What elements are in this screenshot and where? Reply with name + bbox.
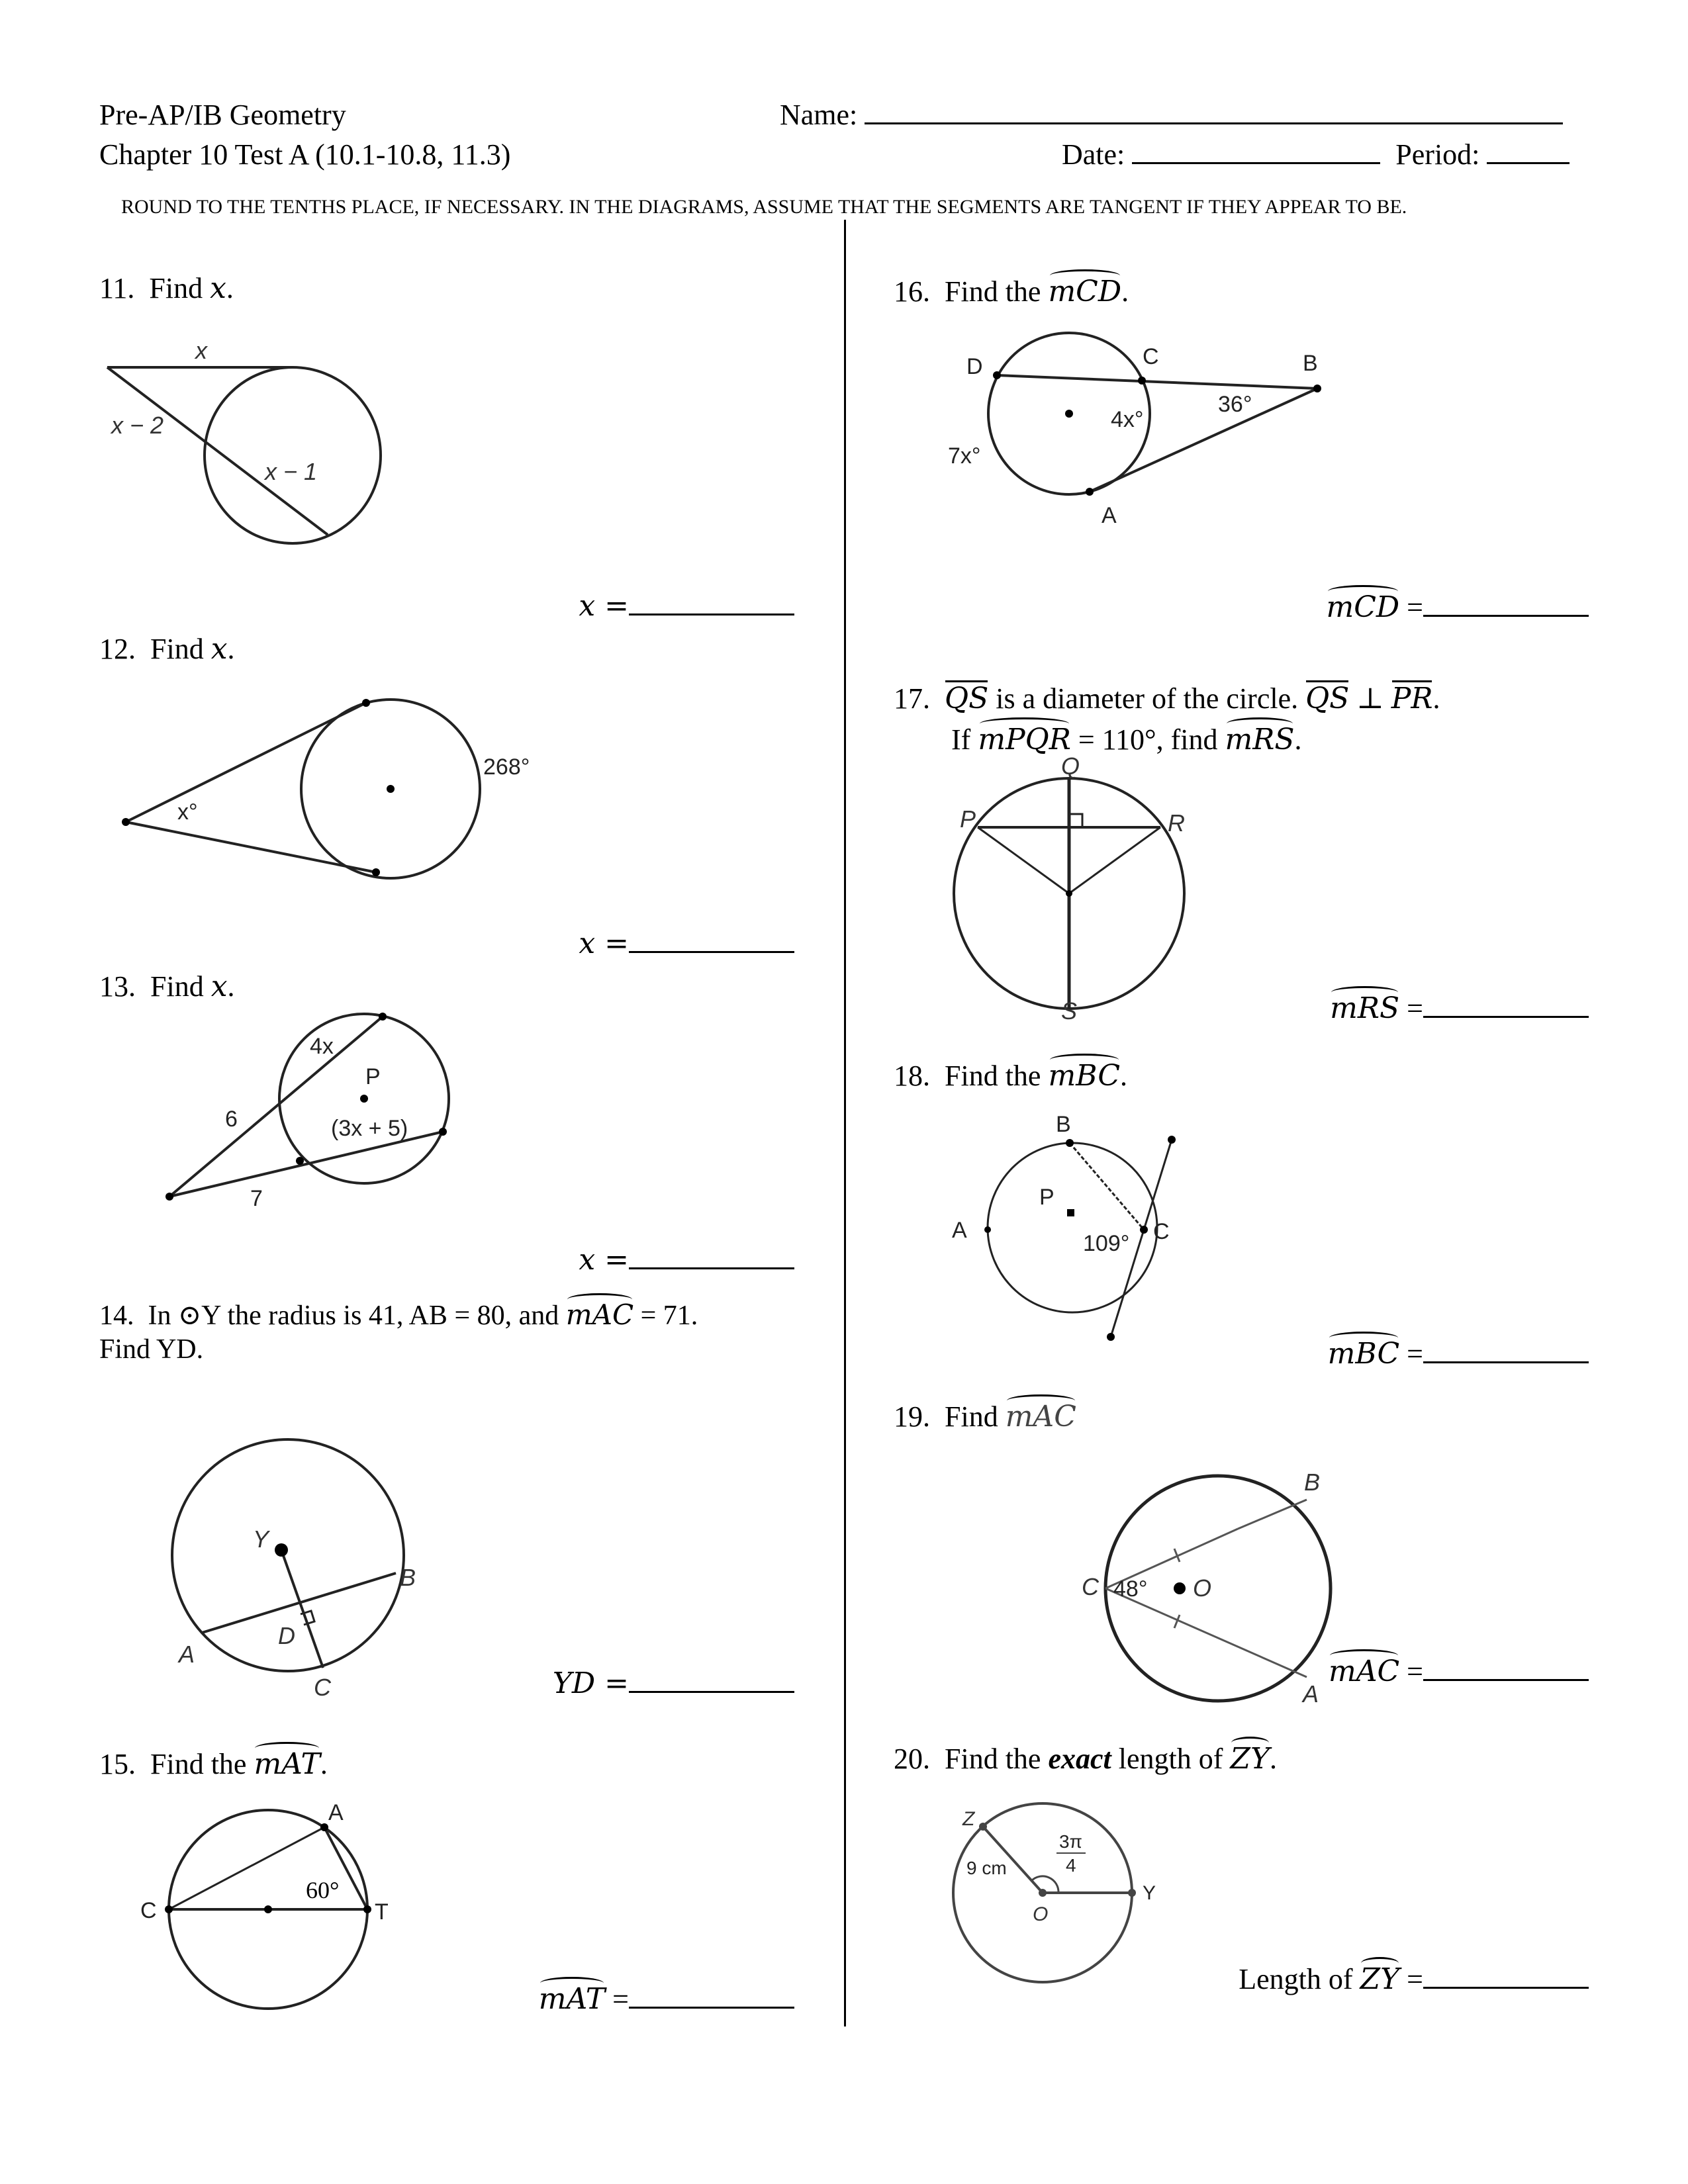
q16-answer[interactable]: mCD =: [1258, 590, 1589, 624]
q13-diagram: [132, 1006, 477, 1224]
q13-label-chord: (3x + 5): [331, 1116, 408, 1141]
q14-label-D: D: [278, 1622, 295, 1649]
q16-label-C: C: [1143, 344, 1159, 369]
period-label: Period:: [1395, 138, 1480, 171]
q18-label-B: B: [1056, 1112, 1071, 1137]
q16-secant: [997, 375, 1317, 388]
q14-label-Y: Y: [253, 1525, 269, 1553]
q14-prompt: 14. In ⊙Y the radius is 41, AB = 80, and mAC = 71.: [99, 1298, 698, 1331]
q15-label-angle: 60°: [306, 1877, 340, 1903]
q17-answer[interactable]: mRS =: [1258, 991, 1589, 1025]
q16-answer-blank[interactable]: [1423, 615, 1589, 617]
q11-answer-blank[interactable]: [629, 614, 794, 615]
q16-label-inner: 4x°: [1111, 407, 1144, 432]
q14-answer[interactable]: YD =: [530, 1666, 794, 1700]
q11-diagram: [99, 331, 391, 549]
q17-radius-R: [1069, 827, 1160, 893]
q14-right-angle: [301, 1611, 314, 1625]
q16-label-B: B: [1303, 351, 1318, 376]
q11-answer[interactable]: x =: [569, 589, 794, 623]
q13-label-outer-lower: 7: [250, 1186, 263, 1211]
q15-chord-CA: [169, 1827, 324, 1909]
instructions: ROUND TO THE TENTHS PLACE, IF NECESSARY. IN THE DIAGRAMS, ASSUME THAT THE SEGMENTS ARE TANGENT IF THEY APPEAR TO BE.: [121, 196, 1407, 218]
q13-answer[interactable]: x =: [569, 1243, 794, 1277]
period-blank[interactable]: [1487, 162, 1570, 164]
date-label: Date:: [1062, 138, 1125, 171]
q18-chord-BC: [1070, 1143, 1144, 1230]
q18-answer[interactable]: mBC =: [1258, 1337, 1589, 1371]
q19-chord-BB: [1238, 1500, 1307, 1529]
q14-label-B: B: [400, 1564, 416, 1591]
q20-label-Y: Y: [1143, 1882, 1156, 1904]
q16-label-outer: 7x°: [948, 443, 981, 469]
q13-prompt: 13. Find x.: [99, 970, 235, 1003]
date-blank[interactable]: [1132, 162, 1380, 164]
q12-label-angle: x°: [177, 799, 198, 825]
q18-prompt: 18. Find the mBC.: [894, 1059, 1127, 1093]
column-divider: [844, 220, 846, 2026]
q12-tangent-upper: [126, 703, 366, 822]
q19-label-A: A: [1303, 1680, 1319, 1707]
q12-answer-blank[interactable]: [629, 951, 794, 953]
q16-label-angle: 36°: [1218, 392, 1252, 417]
q15-label-C: C: [140, 1898, 157, 1923]
q18-label-A: A: [952, 1218, 967, 1243]
q15-label-T: T: [375, 1899, 389, 1925]
q16-diagram: [940, 331, 1337, 529]
q14-prompt-line2: Find YD.: [99, 1334, 204, 1365]
q12-prompt: 12. Find x.: [99, 632, 235, 666]
name-label: Name:: [780, 99, 858, 131]
q17-answer-blank[interactable]: [1423, 1016, 1589, 1018]
q20-label-Z: Z: [962, 1808, 975, 1830]
q20-answer[interactable]: Length of ZY =: [1125, 1962, 1589, 1996]
q12-label-arc: 268°: [483, 754, 530, 780]
q14-label-C: C: [314, 1674, 331, 1701]
q17-diagram: [947, 752, 1198, 1046]
q16-label-A: A: [1102, 503, 1117, 528]
q19-label-O: O: [1193, 1574, 1212, 1602]
q11-prompt: 11. Find x.: [99, 271, 234, 305]
q13-secant-lower: [169, 1132, 443, 1197]
q20-label-O: O: [1033, 1903, 1049, 1925]
q15-diagram: [132, 1800, 424, 2019]
q17-right-angle: [1069, 814, 1082, 827]
q20-label-den: 4: [1066, 1855, 1076, 1876]
q16-prompt: 16. Find the mCD.: [894, 275, 1129, 308]
q17-label-Q: Q: [1061, 752, 1080, 780]
q18-label-angle: 109°: [1083, 1231, 1130, 1256]
q13-label-inner: 4x: [310, 1034, 334, 1059]
q17-radius-P: [978, 827, 1069, 893]
q16-label-D: D: [966, 354, 983, 379]
q13-answer-blank[interactable]: [629, 1267, 794, 1269]
name-blank[interactable]: [865, 122, 1563, 124]
q11-circle: [205, 367, 381, 543]
q12-answer[interactable]: x =: [569, 927, 794, 960]
q11-label-top: x: [195, 337, 207, 364]
q11-label-chord: x − 1: [265, 458, 318, 485]
q19-answer[interactable]: mAC =: [1258, 1655, 1589, 1688]
q16-tangent: [1090, 388, 1317, 492]
q13-secant-upper: [169, 1017, 383, 1197]
q18-circle: [988, 1143, 1157, 1312]
q17-label-S: S: [1061, 997, 1078, 1024]
q17-prompt: 17. QS is a diameter of the circle. QS ⊥ PR.: [894, 682, 1440, 715]
q20-answer-blank[interactable]: [1423, 1987, 1589, 1989]
q15-label-A: A: [328, 1800, 344, 1825]
q11-label-left: x − 2: [111, 412, 164, 439]
q20-prompt: 20. Find the exact length of ZY.: [894, 1742, 1278, 1776]
q19-label-angle: 48°: [1113, 1576, 1148, 1602]
q20-label-radius: 9 cm: [966, 1858, 1007, 1878]
q14-answer-blank[interactable]: [629, 1691, 794, 1693]
test-title: Chapter 10 Test A (10.1-10.8, 11.3): [99, 138, 511, 171]
q15-prompt: 15. Find the mAT.: [99, 1747, 328, 1781]
q13-label-center: P: [365, 1064, 381, 1089]
q14-radius-YC: [281, 1550, 323, 1668]
q17-label-R: R: [1168, 809, 1185, 837]
q11-secant: [107, 367, 328, 535]
q20-label-num: 3π: [1059, 1831, 1082, 1852]
q17-prompt-line2: If mPQR = 110°, find mRS.: [951, 723, 1302, 756]
q14-label-A: A: [179, 1641, 195, 1668]
q15-answer-blank[interactable]: [629, 2007, 794, 2009]
q19-label-B: B: [1304, 1469, 1321, 1496]
q18-label-P: P: [1039, 1185, 1055, 1210]
q18-diagram: [940, 1092, 1218, 1357]
name-field[interactable]: [780, 98, 1563, 132]
q13-label-outer-upper: 6: [225, 1107, 238, 1132]
q17-label-P: P: [960, 805, 976, 833]
date-period-field[interactable]: [1062, 138, 1570, 171]
q19-answer-blank[interactable]: [1423, 1679, 1589, 1681]
q12-tangent-lower: [126, 822, 376, 872]
course-title: Pre-AP/IB Geometry: [99, 99, 346, 131]
q12-diagram: [99, 688, 563, 900]
q15-answer[interactable]: mAT =: [503, 1982, 794, 2016]
q14-diagram: [146, 1423, 490, 1707]
q18-answer-blank[interactable]: [1423, 1361, 1589, 1363]
q18-label-C: C: [1153, 1219, 1170, 1244]
q19-prompt: 19. Find mAC: [894, 1400, 1076, 1433]
q19-label-C: C: [1082, 1573, 1099, 1600]
